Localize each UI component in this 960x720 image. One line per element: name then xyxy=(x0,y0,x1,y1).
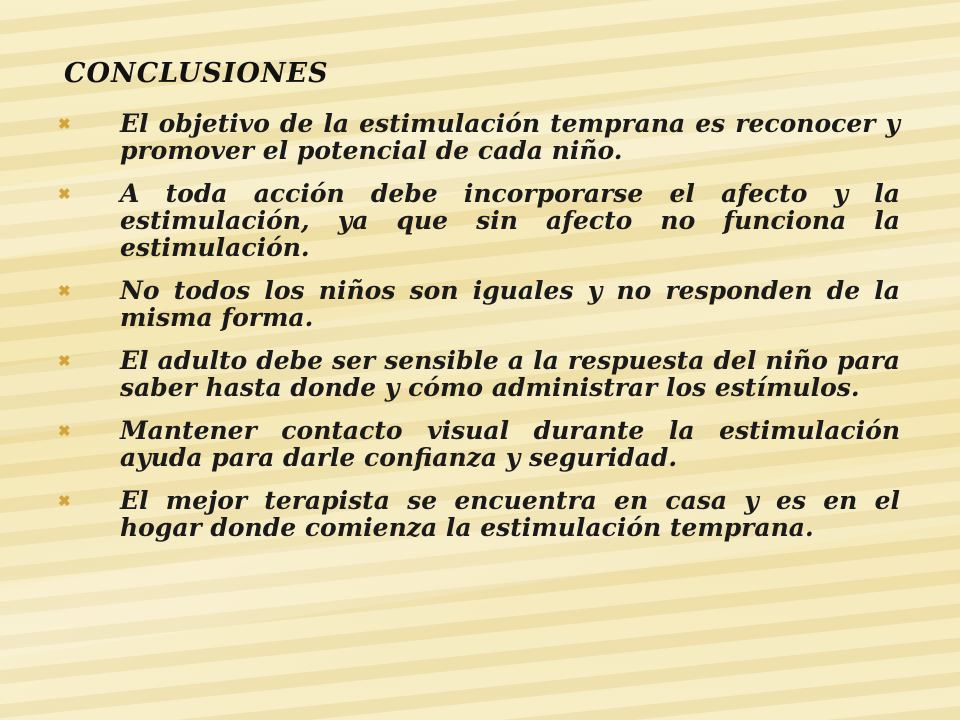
list-item xyxy=(58,109,900,165)
bullet-list xyxy=(58,109,900,557)
list-item-text: El objetivo de la estimulación temprana es reconocer y promover el potencial de cada niño. xyxy=(120,109,900,165)
list-item-text: El adulto debe ser sensible a la respuesta del niño para saber hasta donde y cómo administrar los estímulos. xyxy=(120,346,900,402)
list-item xyxy=(58,486,900,542)
list-item xyxy=(58,179,900,262)
x-mark-icon: ✖ xyxy=(58,492,71,510)
slide-title: CONCLUSIONES xyxy=(64,58,329,89)
list-item xyxy=(58,416,900,472)
x-mark-icon: ✖ xyxy=(58,422,71,440)
list-item-text: Mantener contacto visual durante la estimulación ayuda para darle confianza y seguridad. xyxy=(120,416,900,472)
list-item-text: A toda acción debe incorporarse el afecto y la estimulación, ya que sin afecto no funciona la estimulación. xyxy=(120,179,900,262)
x-mark-icon: ✖ xyxy=(58,185,71,203)
x-mark-icon: ✖ xyxy=(58,282,71,300)
x-mark-icon: ✖ xyxy=(58,352,71,370)
list-item-text: El mejor terapista se encuentra en casa y es en el hogar donde comienza la estimulación temprana. xyxy=(120,486,900,542)
list-item-text: No todos los niños son iguales y no responden de la misma forma. xyxy=(120,276,900,332)
list-item xyxy=(58,276,900,332)
list-item xyxy=(58,346,900,402)
x-mark-icon: ✖ xyxy=(58,115,71,133)
